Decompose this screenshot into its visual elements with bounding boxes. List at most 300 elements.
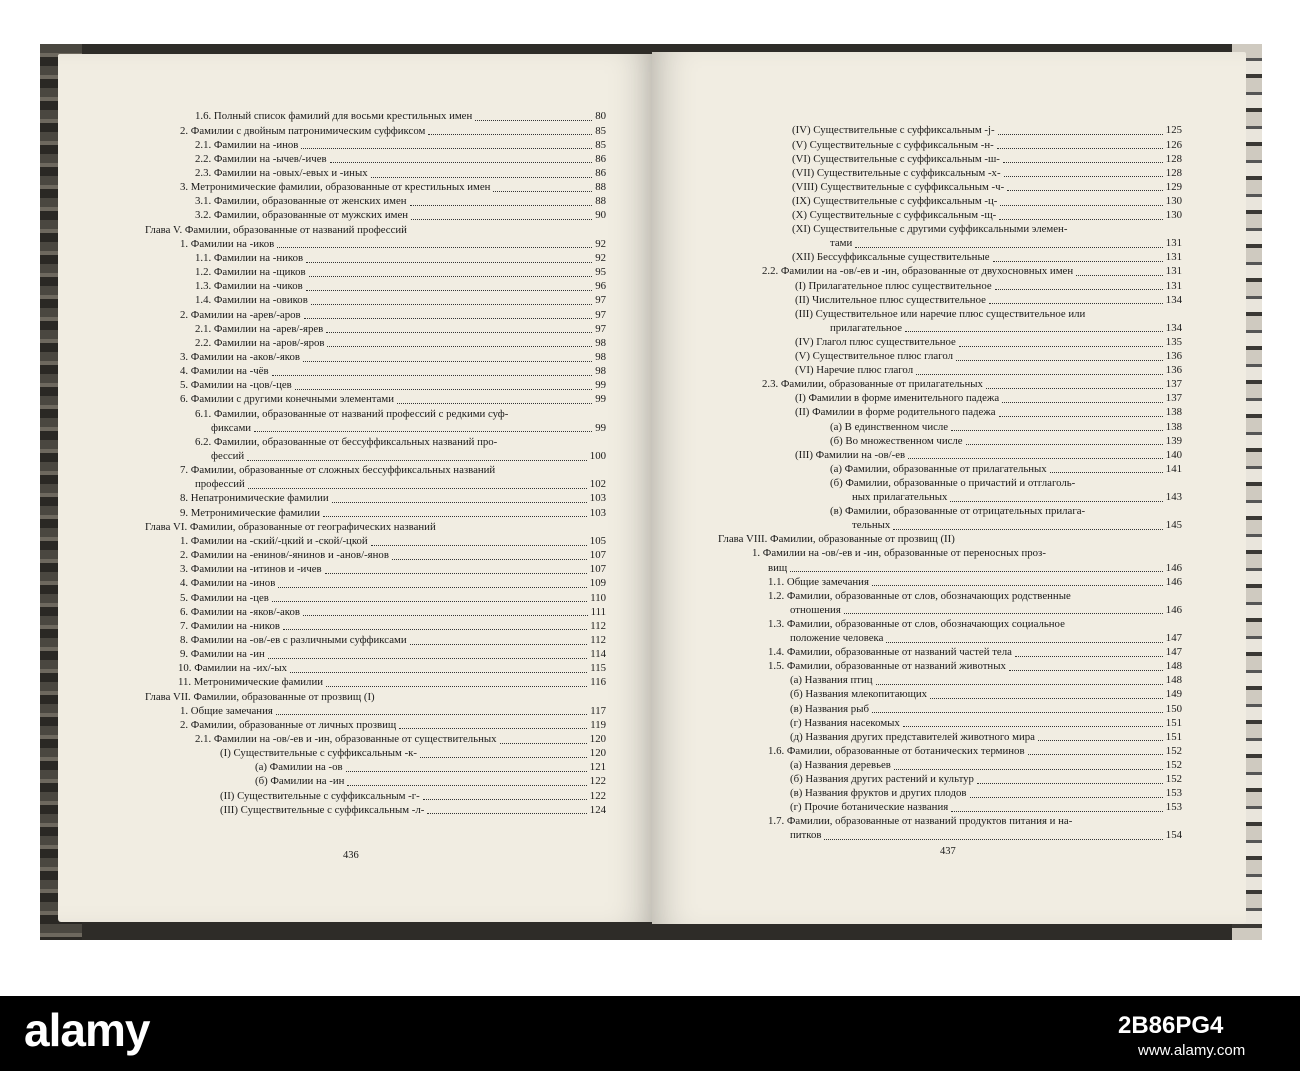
left-toc-leader — [475, 120, 592, 121]
right-toc-title: (VI) Существительные с суффиксальным -ш- — [792, 152, 1000, 165]
left-toc-page: 98 — [595, 336, 606, 349]
left-toc-title: 6.2. Фамилии, образованные от бессуффиксальных названий про- — [195, 435, 498, 448]
left-toc-entry — [255, 775, 606, 789]
left-toc-entry — [195, 435, 497, 449]
left-toc-page: 122 — [589, 789, 606, 802]
left-toc-leader — [304, 318, 593, 319]
right-toc-page: 131 — [1165, 237, 1182, 250]
right-toc-title: (а) Фамилии, образованные от прилагательных — [830, 462, 1047, 475]
left-toc-title: 3. Фамилии на -итинов и -ичев — [180, 563, 322, 576]
left-toc-page: 96 — [595, 280, 606, 293]
right-toc-page: 148 — [1165, 674, 1182, 687]
left-toc-leader — [295, 389, 592, 390]
right-toc-page: 131 — [1165, 251, 1182, 264]
right-toc-title: (б) Во множественном числе — [830, 434, 963, 447]
left-toc-page: 109 — [589, 577, 606, 590]
right-toc-leader — [977, 783, 1163, 784]
left-toc-page: 80 — [595, 110, 606, 123]
right-toc-page: 138 — [1165, 420, 1182, 433]
left-toc-page: 105 — [589, 534, 606, 547]
right-toc-title: 1.4. Фамилии, образованные от названий частей тела — [768, 646, 1012, 659]
right-toc-entry — [790, 787, 1182, 801]
right-toc-page: 134 — [1165, 321, 1182, 334]
watermark-strip — [0, 996, 1300, 1071]
right-toc-page: 128 — [1165, 152, 1182, 165]
right-toc-title: 1.6. Фамилии, образованные от ботанических терминов — [768, 744, 1025, 757]
right-toc-page: 125 — [1165, 124, 1182, 137]
left-toc-title: 3. Фамилии на -аков/-яков — [180, 350, 300, 363]
left-toc-entry — [180, 634, 606, 648]
left-toc-entry — [180, 124, 606, 138]
right-toc-leader — [872, 712, 1163, 713]
left-toc-entry — [180, 591, 606, 605]
right-toc-leader — [894, 769, 1163, 770]
right-toc-title: (III) Существительное или наречие плюс существительное или — [795, 307, 1086, 320]
right-toc-leader — [1009, 670, 1163, 671]
right-toc-title: (II) Фамилии в форме родительного падежа — [795, 406, 996, 419]
right-toc-leader — [872, 585, 1163, 586]
left-toc-entry — [195, 322, 606, 336]
left-toc-page: 120 — [589, 733, 606, 745]
left-toc-leader — [278, 587, 587, 588]
right-toc-entry — [830, 420, 1182, 434]
left-toc-page: 90 — [595, 209, 606, 222]
right-toc-leader — [1038, 740, 1163, 741]
left-toc-title: Глава V. Фамилии, образованные от названий профессий — [145, 223, 407, 236]
left-toc-title: 3.2. Фамилии, образованные от мужских имен — [195, 209, 409, 222]
left-toc-entry — [180, 365, 606, 379]
left-toc-entry — [145, 223, 407, 237]
right-toc-entry — [768, 660, 1182, 674]
left-toc-leader — [306, 262, 592, 263]
right-toc-title: (г) Прочие ботанические названия — [790, 801, 949, 814]
right-toc-entry — [790, 773, 1182, 787]
left-toc-entry — [195, 110, 606, 124]
left-toc-entry — [180, 704, 606, 718]
right-toc-leader — [1004, 176, 1163, 177]
left-toc-page: 92 — [595, 251, 606, 264]
right-toc-entry — [795, 293, 1182, 307]
left-toc-title: 2.1. Фамилии на -инов — [195, 138, 299, 151]
right-toc-page: 147 — [1165, 632, 1182, 644]
left-toc-title: (I) Существительные с суффиксальным -к- — [220, 747, 418, 760]
left-toc-page: 102 — [589, 478, 606, 491]
right-toc-title: (б) Названия млекопитающих — [790, 688, 928, 701]
right-toc-leader — [855, 247, 1163, 248]
right-toc-page: 126 — [1165, 138, 1182, 151]
right-toc-page: 154 — [1165, 829, 1182, 842]
right-toc-leader — [950, 501, 1162, 502]
right-toc-title: 1.3. Фамилии, образованные от слов, обозначающих социальное — [768, 617, 1065, 630]
right-toc-page: 141 — [1165, 462, 1182, 475]
left-toc-title: (II) Существительные с суффиксальным -г- — [220, 789, 420, 802]
left-toc-page: 98 — [595, 365, 606, 378]
right-toc-entry — [792, 124, 1182, 138]
right-toc-page: 134 — [1165, 293, 1182, 306]
right-toc-leader — [989, 303, 1163, 304]
right-toc-title: (VIII) Существительные с суффиксальным -ч- — [792, 180, 1005, 193]
right-toc-title: (а) В единственном числе — [830, 420, 949, 433]
right-toc-entry — [795, 350, 1182, 364]
right-toc-title: (III) Фамилии на -ов/-ев — [795, 448, 906, 461]
left-toc-leader — [427, 813, 586, 814]
left-toc-page: 112 — [590, 619, 606, 632]
left-toc-page: 120 — [589, 747, 606, 760]
left-toc-entry — [180, 718, 606, 732]
left-toc-title: 2. Фамилии, образованные от личных прозвищ — [180, 718, 397, 731]
right-toc-entry — [852, 519, 1182, 533]
left-toc-leader — [309, 276, 593, 277]
right-toc-title: (I) Фамилии в форме именительного падежа — [795, 392, 1000, 405]
left-toc-leader — [247, 460, 587, 461]
right-toc-title: 1. Фамилии на -ов/-ев и -ин, образованные от переносных проз- — [752, 547, 1046, 560]
right-toc-title: (д) Названия других представителей животного мира — [790, 730, 1035, 743]
right-toc-entry — [790, 716, 1182, 730]
left-toc-page: 88 — [595, 181, 606, 194]
right-toc-page: 135 — [1165, 335, 1182, 348]
left-toc-title: 7. Фамилии, образованные от сложных бессуффиксальных названий — [180, 464, 496, 477]
right-toc-title: (б) Фамилии, образованные о причастий и отглаголь- — [830, 476, 1076, 489]
right-toc-entry — [792, 251, 1182, 265]
left-toc-page: 111 — [590, 605, 606, 618]
left-toc-page: 100 — [589, 450, 606, 462]
right-toc-title: ных прилагательных — [852, 491, 948, 503]
left-page-number: 436 — [343, 850, 359, 861]
watermark-logo: alamy — [24, 1004, 150, 1056]
left-toc-title: 10. Фамилии на -их/-ых — [178, 662, 288, 675]
right-toc-title: (в) Названия фруктов и других плодов — [790, 787, 967, 800]
right-toc-page: 145 — [1165, 519, 1182, 532]
right-toc-entry — [790, 801, 1182, 815]
left-toc-title: 5. Фамилии на -цов/-цев — [180, 379, 292, 392]
right-toc-leader — [903, 726, 1163, 727]
left-toc-entry — [180, 351, 606, 365]
right-toc-leader — [916, 374, 1163, 375]
left-toc-leader — [277, 247, 592, 248]
right-toc-page: 153 — [1165, 801, 1182, 814]
left-toc-title: 2.1. Фамилии на -арев/-ярев — [195, 322, 324, 335]
left-toc-page: 95 — [595, 266, 606, 279]
right-toc-title: (г) Названия насекомых — [790, 716, 900, 729]
left-toc-title: 1.1. Фамилии на -ников — [195, 251, 304, 264]
right-toc-title: (I) Прилагательное плюс существительное — [795, 279, 992, 292]
left-toc-entry — [220, 789, 606, 803]
left-toc-leader — [332, 502, 587, 503]
right-toc-title: 1.5. Фамилии, образованные от названий животных — [768, 660, 1006, 673]
left-toc-page: 86 — [595, 167, 606, 179]
left-toc-leader — [423, 799, 587, 800]
right-toc-title: тами — [830, 237, 853, 250]
left-toc-entry — [180, 563, 606, 577]
left-toc-page: 121 — [589, 761, 606, 774]
right-toc-title: 1.1. Общие замечания — [768, 575, 869, 588]
right-toc-entry — [790, 632, 1182, 646]
right-toc-title: (V) Существительное плюс глагол — [795, 350, 953, 362]
left-toc-title: (б) Фамилии на -ин — [255, 775, 345, 788]
left-toc-title: 2.1. Фамилии на -ов/-ев и -ин, образованные от существительных — [195, 733, 497, 745]
left-toc-title: 11. Метронимические фамилии — [178, 676, 323, 689]
right-toc-leader — [1076, 275, 1163, 276]
right-toc-entry — [768, 575, 1182, 589]
left-toc-leader — [248, 488, 587, 489]
left-toc-entry — [211, 421, 606, 435]
left-toc-leader — [303, 615, 588, 616]
left-toc-page: 117 — [590, 704, 606, 717]
right-toc-leader — [998, 134, 1163, 135]
right-toc-entry — [830, 237, 1182, 251]
left-toc-entry — [195, 280, 606, 294]
right-toc-entry — [790, 829, 1182, 843]
right-toc-page: 128 — [1165, 166, 1182, 179]
left-toc-page: 86 — [595, 152, 606, 165]
left-toc-entry — [180, 605, 606, 619]
left-toc-title: 1.3. Фамилии на -чиков — [195, 280, 303, 293]
right-toc-page: 151 — [1165, 730, 1182, 743]
left-toc-entry — [195, 336, 606, 350]
right-toc-entry — [768, 561, 1182, 575]
left-toc-page: 98 — [595, 350, 606, 363]
right-toc-leader — [986, 388, 1163, 389]
left-toc-title: 9. Метронимические фамилии — [180, 506, 321, 519]
right-toc-entry — [790, 702, 1182, 716]
right-toc-title: (XI) Существительные с другими суффиксальными элемен- — [792, 223, 1068, 236]
right-toc-page: 139 — [1165, 434, 1182, 447]
right-toc-page: 152 — [1165, 758, 1182, 771]
right-toc-entry — [795, 406, 1182, 420]
left-toc-page: 99 — [595, 379, 606, 392]
left-toc-title: фессий — [211, 450, 245, 462]
left-toc-page: 107 — [589, 549, 606, 562]
right-toc-title: прилагательное — [830, 321, 902, 334]
right-toc-page: 137 — [1165, 378, 1182, 391]
left-toc-leader — [371, 545, 587, 546]
right-toc-title: (а) Названия деревьев — [790, 758, 891, 771]
right-toc-page: 147 — [1165, 646, 1182, 659]
left-toc-entry — [180, 619, 606, 633]
right-toc-title: (X) Существительные с суффиксальным -щ- — [792, 209, 997, 221]
left-toc-entry — [220, 803, 606, 817]
left-toc-title: Глава VI. Фамилии, образованные от географических названий — [145, 520, 436, 533]
right-toc-leader — [999, 219, 1163, 220]
left-toc-title: 2. Фамилии на -арев/-аров — [180, 308, 301, 321]
right-toc-entry — [768, 646, 1182, 660]
right-toc-entry — [790, 674, 1182, 688]
left-toc-title: 6. Фамилии с другими конечными элементами — [180, 393, 394, 406]
left-toc-title: 5. Фамилии на -цев — [180, 591, 269, 604]
left-toc-leader — [272, 601, 587, 602]
left-toc-entry — [195, 407, 508, 421]
left-toc-entry — [195, 195, 606, 209]
left-toc-title: 6. Фамилии на -яков/-аков — [180, 605, 300, 618]
right-toc-leader — [999, 416, 1163, 417]
right-toc-leader — [908, 458, 1163, 459]
right-toc-entry — [768, 618, 1065, 632]
right-toc-title: (IV) Существительные с суффиксальным -j- — [792, 124, 995, 137]
left-toc-title: Глава VII. Фамилии, образованные от прозвищ (I) — [145, 690, 375, 703]
right-toc-entry — [795, 336, 1182, 350]
left-toc-leader — [326, 686, 587, 687]
left-toc-page: 88 — [595, 195, 606, 208]
right-toc-page: 129 — [1165, 180, 1182, 193]
right-toc-entry — [790, 730, 1182, 744]
right-toc-title: 2.3. Фамилии, образованные от прилагательных — [762, 378, 983, 391]
right-toc-entry — [795, 279, 1182, 293]
right-toc-title: (II) Числительное плюс существительное — [795, 293, 986, 306]
right-toc-entry — [762, 378, 1182, 392]
left-toc-page: 115 — [590, 662, 606, 675]
right-toc-leader — [951, 811, 1163, 812]
left-toc-entry — [195, 252, 606, 266]
right-toc-title: (IV) Глагол плюс существительное — [795, 335, 956, 348]
left-toc-title: 8. Непатронимические фамилии — [180, 492, 329, 505]
right-toc-entry — [790, 688, 1182, 702]
left-toc-page: 110 — [590, 591, 606, 604]
left-toc-leader — [428, 134, 592, 135]
right-toc-title: (VII) Существительные с суффиксальным -х- — [792, 166, 1001, 179]
left-toc-leader — [254, 431, 592, 432]
left-toc-title: 3. Метронимические фамилии, образованные от крестильных имен — [180, 181, 491, 194]
right-toc-leader — [893, 529, 1163, 530]
left-toc-title: 2.3. Фамилии на -овых/-евых и -иных — [195, 167, 368, 179]
right-toc-leader — [844, 613, 1163, 614]
right-toc-entry — [790, 759, 1182, 773]
left-toc-leader — [410, 644, 588, 645]
right-toc-page: 150 — [1165, 702, 1182, 715]
left-toc-title: 4. Фамилии на -инов — [180, 577, 276, 590]
left-toc-entry — [180, 492, 606, 506]
left-toc-leader — [420, 757, 587, 758]
right-toc-leader — [1015, 656, 1163, 657]
left-toc-entry — [220, 747, 606, 761]
right-toc-entry — [830, 462, 1182, 476]
right-toc-page: 146 — [1165, 603, 1182, 616]
right-toc-title: положение человека — [790, 632, 884, 644]
left-toc-leader — [392, 559, 587, 560]
left-toc-page: 107 — [589, 563, 606, 576]
left-toc-leader — [347, 785, 586, 786]
left-toc-title: 4. Фамилии на -чёв — [180, 365, 269, 378]
left-toc-title: 1. Фамилии на -иков — [180, 237, 275, 250]
right-toc-title: питков — [790, 829, 822, 842]
left-toc-entry — [180, 308, 606, 322]
right-toc-page: 151 — [1165, 716, 1182, 729]
right-toc-entry — [768, 589, 1071, 603]
right-toc-page: 143 — [1165, 491, 1182, 503]
right-toc-entry — [762, 265, 1182, 279]
left-toc-page: 92 — [595, 237, 606, 250]
right-toc-page: 146 — [1165, 575, 1182, 588]
left-toc-entry — [195, 266, 606, 280]
right-toc-entry — [718, 533, 955, 547]
right-toc-page: 138 — [1165, 406, 1182, 419]
left-toc-leader — [303, 361, 592, 362]
right-toc-title: (в) Фамилии, образованные от отрицательных прилага- — [830, 505, 1086, 518]
left-toc-leader — [327, 346, 592, 347]
right-toc-page: 130 — [1165, 209, 1182, 221]
right-toc-entry — [790, 603, 1182, 617]
left-toc-entry — [195, 167, 606, 181]
left-toc-page: 103 — [589, 506, 606, 519]
right-toc-page: 131 — [1165, 265, 1182, 278]
left-toc-entry — [195, 209, 606, 223]
right-toc-leader — [970, 797, 1163, 798]
left-toc-entry — [180, 535, 606, 549]
left-toc-leader — [493, 191, 592, 192]
left-toc-title: 7. Фамилии на -ников — [180, 619, 280, 632]
left-toc-entry — [195, 733, 606, 747]
right-toc-entry — [830, 505, 1085, 519]
right-toc-page: 131 — [1165, 279, 1182, 292]
left-toc-leader — [346, 771, 587, 772]
left-toc-page: 97 — [595, 294, 606, 307]
right-toc-entry — [768, 815, 1072, 829]
right-toc-title: (VI) Наречие плюс глагол — [795, 364, 914, 377]
left-toc-page: 85 — [595, 124, 606, 137]
right-toc-entry — [795, 364, 1182, 378]
left-toc-entry — [180, 577, 606, 591]
right-toc-leader — [905, 331, 1163, 332]
right-toc-leader — [995, 289, 1163, 290]
left-toc-leader — [283, 629, 587, 630]
left-toc-leader — [326, 332, 592, 333]
right-toc-leader — [1003, 162, 1163, 163]
left-toc-entry — [145, 690, 375, 704]
left-toc-page: 99 — [595, 421, 606, 434]
left-toc-page: 124 — [589, 803, 606, 816]
left-toc-title: 2.2. Фамилии на -аров/-яров — [195, 336, 325, 349]
left-toc-entry — [180, 393, 606, 407]
right-toc-leader — [876, 684, 1163, 685]
right-toc-page: 140 — [1165, 448, 1182, 461]
left-toc-leader — [290, 672, 587, 673]
left-toc-leader — [330, 162, 593, 163]
right-toc-page: 130 — [1165, 194, 1182, 207]
left-toc-title: (а) Фамилии на -ов — [255, 761, 343, 774]
left-toc-leader — [323, 516, 587, 517]
left-toc-title: 1.4. Фамилии на -овиков — [195, 294, 308, 307]
right-toc-entry — [795, 448, 1182, 462]
right-toc-entry — [792, 209, 1182, 223]
right-toc-page: 148 — [1165, 660, 1182, 673]
left-toc-entry — [178, 676, 606, 690]
left-toc-title: фиксами — [211, 421, 252, 434]
left-toc-page: 114 — [590, 648, 606, 661]
right-toc-title: тельных — [852, 519, 891, 532]
left-toc-leader — [411, 219, 592, 220]
right-toc-entry — [852, 491, 1182, 505]
left-toc-leader — [371, 177, 593, 178]
right-toc-title: (б) Названия других растений и культур — [790, 773, 974, 785]
left-toc-entry — [255, 761, 606, 775]
left-toc-leader — [276, 714, 587, 715]
left-toc-page: 119 — [590, 718, 606, 731]
left-toc-title: 2. Фамилии с двойным патронимическим суффиксом — [180, 124, 426, 137]
right-toc-title: (а) Названия птиц — [790, 674, 873, 687]
right-toc-entry — [792, 180, 1182, 194]
right-toc-leader — [1050, 472, 1163, 473]
right-toc-leader — [951, 430, 1163, 431]
right-toc-leader — [1007, 190, 1163, 191]
watermark-image-id: 2B86PG4 — [1118, 1012, 1224, 1039]
left-toc-page: 112 — [590, 633, 606, 646]
left-toc-entry — [195, 138, 606, 152]
left-toc-page: 103 — [589, 492, 606, 505]
left-toc-page: 97 — [595, 322, 606, 335]
right-toc-page: 152 — [1165, 773, 1182, 785]
right-toc-title: вищ — [768, 561, 788, 574]
right-toc-page: 137 — [1165, 392, 1182, 405]
left-toc-entry — [180, 181, 606, 195]
